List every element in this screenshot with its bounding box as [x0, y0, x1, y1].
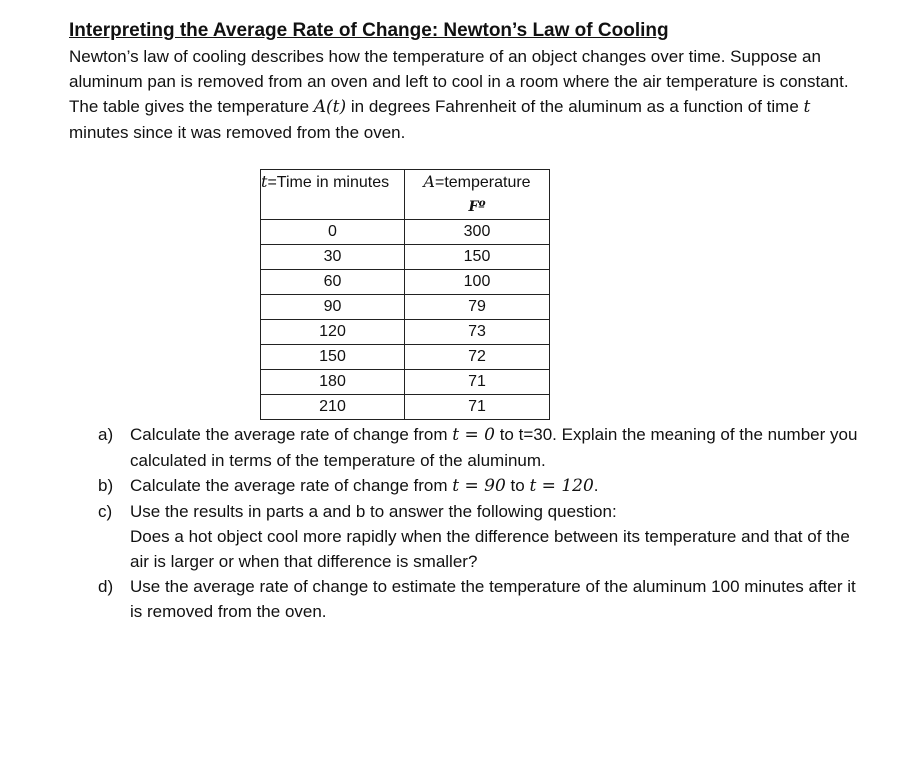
page-title: Interpreting the Average Rate of Change: Newton’s Law of Cooling	[69, 20, 669, 41]
question-letter: a)	[98, 425, 114, 444]
cell-temperature: 300	[405, 220, 550, 245]
header-time: t=Time in minutes	[261, 170, 405, 220]
table-row	[261, 395, 550, 420]
table-row	[261, 270, 550, 295]
worksheet	[69, 18, 869, 621]
table-row	[261, 295, 550, 320]
cell-temperature: 73	[405, 320, 550, 345]
table-header-row	[261, 170, 550, 220]
intro-paragraph	[69, 44, 869, 145]
cell-time: 120	[261, 320, 405, 345]
question-a: a) Calculate the average rate of change from t = 0 to t=30. Explain the meaning of the number you calculated in terms of the temperature of the aluminum.	[98, 422, 858, 473]
temperature-unit: Fº	[468, 199, 486, 215]
cell-temperature: 71	[405, 370, 550, 395]
table-row	[261, 345, 550, 370]
cell-temperature: 71	[405, 395, 550, 420]
temperature-table	[260, 169, 550, 420]
question-letter: d)	[98, 577, 114, 596]
question-letter: b)	[98, 476, 114, 495]
cell-time: 60	[261, 270, 405, 295]
cell-temperature: 100	[405, 270, 550, 295]
question-c: c) Use the results in parts a and b to answer the following question: Does a hot object cool more rapidly when the difference between its temperature and that of the air is larger or when that difference is smaller?	[98, 499, 858, 574]
cell-temperature: 72	[405, 345, 550, 370]
intro-function: A(t)	[313, 97, 347, 117]
intro-text-end: minutes since it was removed from the oven.	[69, 123, 406, 142]
table-body	[261, 220, 550, 420]
table-row	[261, 370, 550, 395]
math-expression: t = 0	[452, 425, 495, 445]
cell-time: 0	[261, 220, 405, 245]
question-b: b) Calculate the average rate of change from t = 90 to t = 120.	[98, 473, 858, 499]
header-temperature: A=temperature Fº	[405, 170, 550, 220]
cell-temperature: 79	[405, 295, 550, 320]
cell-time: 210	[261, 395, 405, 420]
table-row	[261, 245, 550, 270]
cell-time: 90	[261, 295, 405, 320]
intro-text: Newton’s law of cooling describes how the temperature of an object changes over time. Suppose an aluminum pan is removed from an oven and left to cool in a room where the air temperature is constant. The table gives the temperature	[69, 47, 849, 116]
math-expression: t = 120	[529, 476, 594, 496]
intro-text-mid: in degrees Fahrenheit of the aluminum as a function of time	[350, 97, 799, 116]
question-d: d) Use the average rate of change to estimate the temperature of the aluminum 100 minutes after it is removed from the oven.	[98, 574, 858, 624]
cell-temperature: 150	[405, 245, 550, 270]
cell-time: 180	[261, 370, 405, 395]
table-row	[261, 320, 550, 345]
cell-time: 30	[261, 245, 405, 270]
cell-time: 150	[261, 345, 405, 370]
question-list	[98, 422, 858, 624]
question-letter: c)	[98, 502, 113, 521]
table-row	[261, 220, 550, 245]
intro-variable: t	[803, 97, 811, 117]
math-expression: t = 90	[452, 476, 506, 496]
